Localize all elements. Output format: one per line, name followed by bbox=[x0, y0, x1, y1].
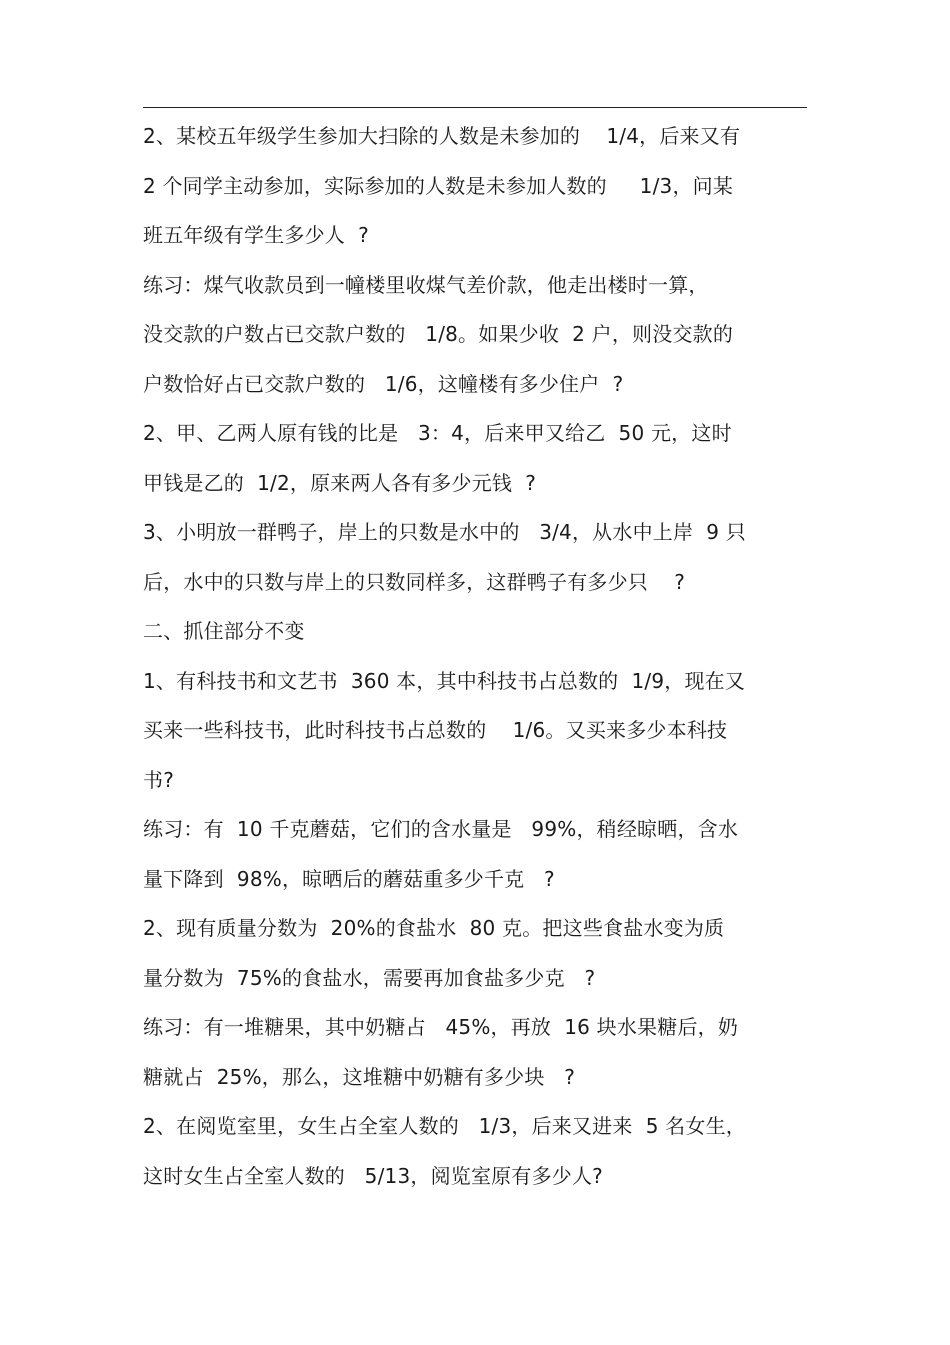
text-line: 2、某校五年级学生参加大扫除的人数是未参加的 1/4，后来又有 bbox=[143, 124, 741, 148]
header-rule bbox=[143, 107, 807, 108]
text-line: 没交款的户数占已交款户数的 1/8。如果少收 2 户，则没交款的 bbox=[143, 322, 734, 346]
text-line: 这时女生占全室人数的 5/13，阅览室原有多少人? bbox=[143, 1163, 603, 1188]
text-line: 糖就占 25%，那么，这堆糖中奶糖有多少块 ? bbox=[143, 1064, 576, 1089]
text-line: 2、在阅览室里，女生占全室人数的 1/3，后来又进来 5 名女生， bbox=[143, 1114, 746, 1138]
text-line: 班五年级有学生多少人 ? bbox=[143, 223, 369, 247]
text-line: 量下降到 98%，晾晒后的蘑菇重多少千克 ? bbox=[143, 866, 555, 891]
text-line: 2 个同学主动参加，实际参加的人数是未参加人数的 1/3，问某 bbox=[143, 173, 734, 198]
text-line: 练习：煤气收款员到一幢楼里收煤气差价款，他走出楼时一算， bbox=[143, 272, 709, 297]
text-line: 户数恰好占已交款户数的 1/6，这幢楼有多少住户 ? bbox=[143, 371, 624, 396]
text-line: 2、现有质量分数为 20%的食盐水 80 克。把这些食盐水变为质 bbox=[143, 916, 725, 940]
text-line: 2、甲、乙两人原有钱的比是 3：4，后来甲又给乙 50 元，这时 bbox=[143, 421, 732, 445]
text-line: 甲钱是乙的 1/2，原来两人各有多少元钱 ? bbox=[143, 470, 537, 495]
document-body bbox=[143, 112, 815, 1201]
text-line: 书? bbox=[143, 767, 175, 792]
text-line: 买来一些科技书，此时科技书占总数的 1/6。又买来多少本科技 bbox=[143, 718, 728, 742]
text-line: 练习：有一堆糖果，其中奶糖占 45%，再放 16 块水果糖后，奶 bbox=[143, 1015, 739, 1039]
text-line: 量分数为 75%的食盐水，需要再加食盐多少克 ? bbox=[143, 965, 596, 990]
text-line: 1、有科技书和文艺书 360 本，其中科技书占总数的 1/9，现在又 bbox=[143, 668, 746, 693]
text-line: 练习：有 10 千克蘑菇，它们的含水量是 99%，稍经晾晒，含水 bbox=[143, 817, 739, 841]
text-line: 后，水中的只数与岸上的只数同样多，这群鸭子有多少只 ? bbox=[143, 569, 686, 594]
section-heading: 二、抓住部分不变 bbox=[143, 619, 305, 643]
text-line: 3、小明放一群鸭子，岸上的只数是水中的 3/4，从水中上岸 9 只 bbox=[143, 520, 746, 544]
